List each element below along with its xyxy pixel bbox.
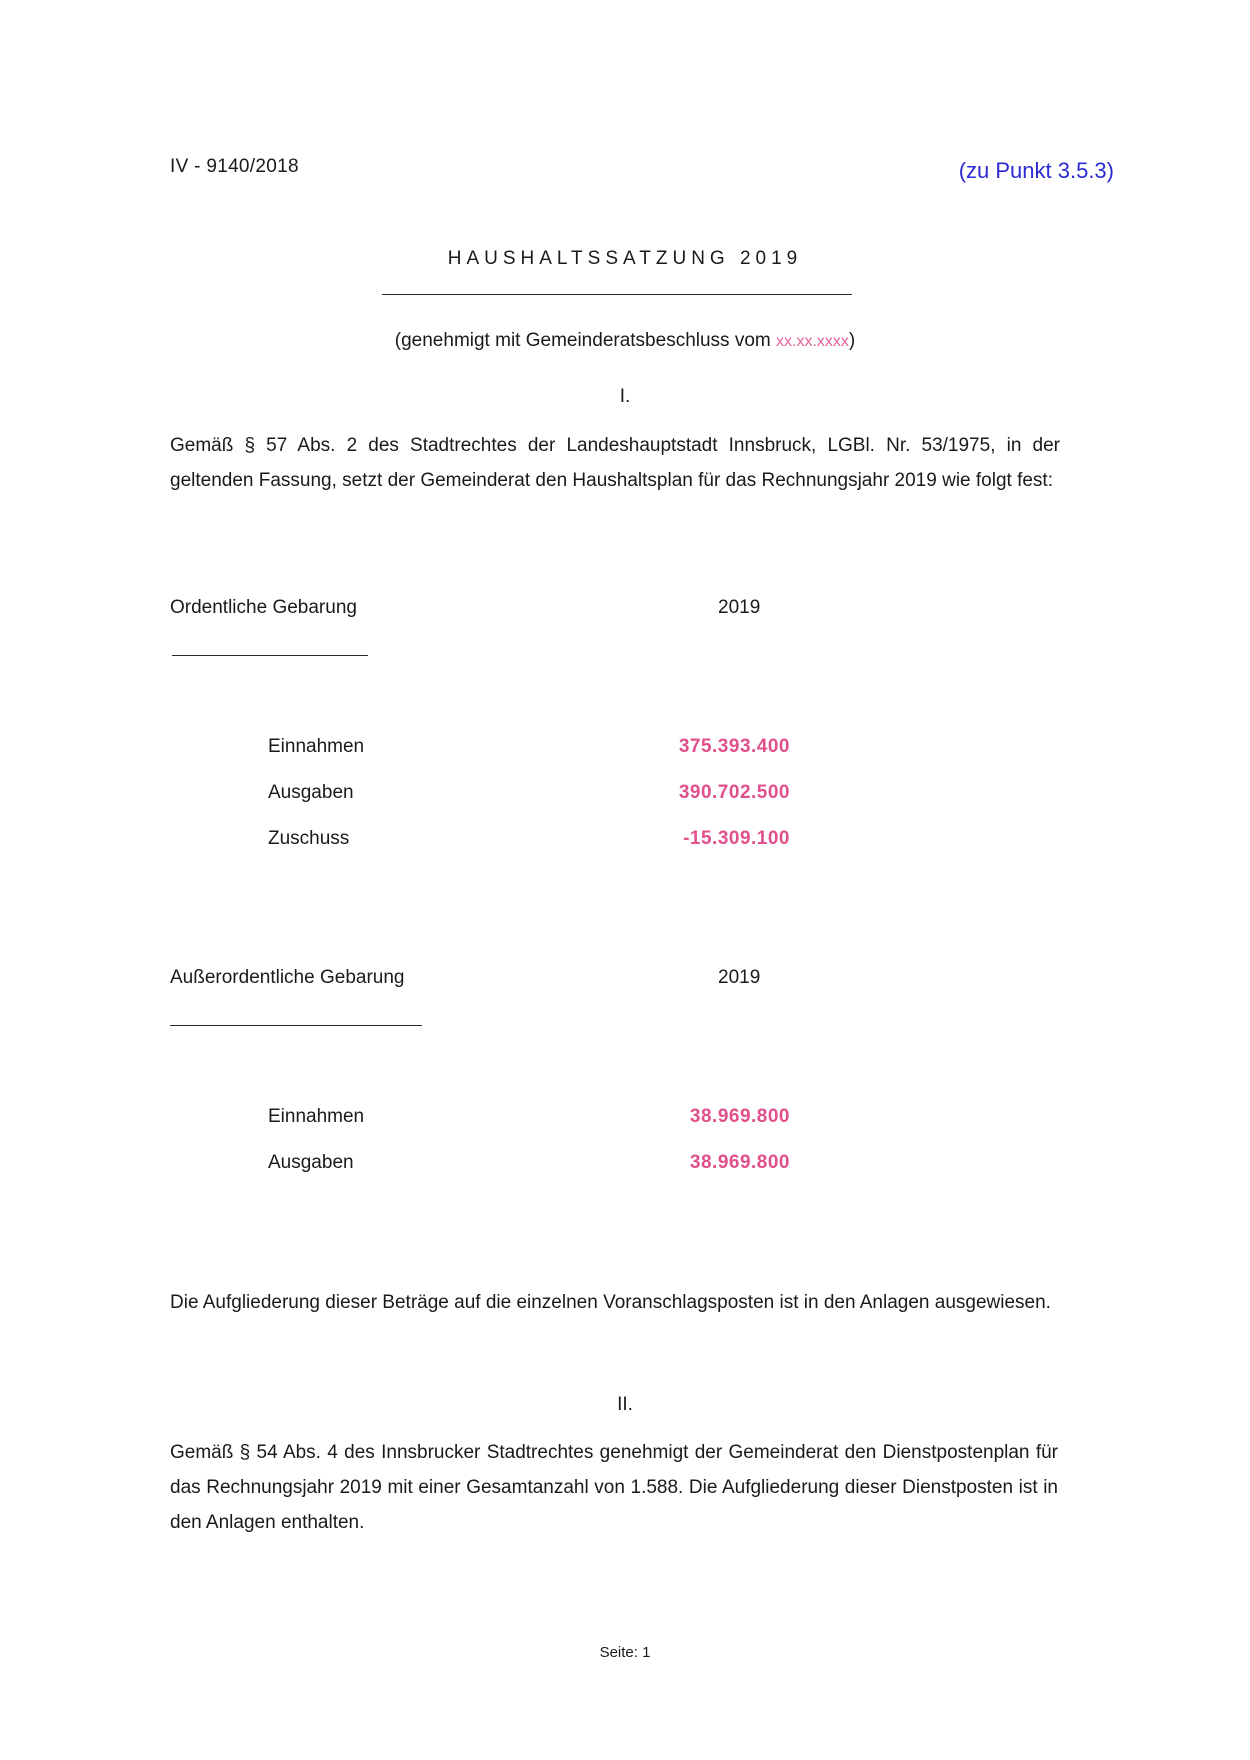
ausserordentlich-row-label: Ausgaben (268, 1152, 354, 1173)
ausserordentliche-gebarung-rule (170, 1025, 422, 1026)
section-1-intro: Gemäß § 57 Abs. 2 des Stadtrechtes der Landeshauptstadt Innsbruck, LGBl. Nr. 53/1975, in der geltenden Fassung, setzt der Gemeinderat den Haushaltsplan für das Rechnungsjahr 2019 wie folgt fest: (170, 435, 1060, 491)
ausserordentlich-row-value: 38.969.800 (689, 1106, 790, 1127)
ausserordentliche-gebarung-year: 2019 (718, 967, 761, 988)
agenda-note: (zu Punkt 3.5.3) (958, 158, 1114, 183)
ordentlich-row-value: 375.393.400 (678, 736, 790, 757)
ordentliche-gebarung-heading: Ordentliche Gebarung (170, 597, 357, 618)
approval-suffix: ) (848, 330, 856, 351)
section-number-2: II. (617, 1394, 633, 1415)
ausserordentlich-row-value: 38.969.800 (689, 1152, 790, 1173)
ordentlich-row-label: Ausgaben (268, 782, 354, 803)
document-title: HAUSHALTSSATZUNG 2019 (447, 248, 803, 269)
ordentlich-row-value: 390.702.500 (678, 782, 790, 803)
ausserordentlich-row-label: Einnahmen (268, 1106, 365, 1127)
ordentlich-row-label: Einnahmen (268, 736, 365, 757)
approval-date-placeholder: xx.xx.xxxx (776, 333, 849, 350)
section-2-text: Gemäß § 54 Abs. 4 des Innsbrucker Stadtrechtes genehmigt der Gemeinderat den Dienstpostenplan für das Rechnungsjahr 2019 mit einer Gesamtanzahl von 1.588. Die Aufgliederung dieser Dienstposten ist in den Anlagen enthalten. (170, 1442, 1058, 1533)
ausserordentliche-gebarung-heading: Außerordentliche Gebarung (170, 967, 405, 988)
title-underline (382, 294, 852, 295)
page-number: Seite: 1 (599, 1644, 651, 1661)
ordentliche-gebarung-year: 2019 (718, 597, 761, 618)
ordentliche-gebarung-rule (172, 655, 368, 656)
ordentlich-row-label: Zuschuss (268, 828, 350, 849)
section-1-closing: Die Aufgliederung dieser Beträge auf die einzelnen Voranschlagsposten ist in den Anlagen ausgewiesen. (170, 1292, 1051, 1313)
section-number-1: I. (619, 386, 631, 407)
document-reference: IV - 9140/2018 (170, 156, 299, 177)
approval-prefix: (genehmigt mit Gemeinderatsbeschluss vom (394, 330, 776, 351)
ordentlich-row-value: -15.309.100 (683, 828, 790, 849)
approval-line (0, 330, 1250, 352)
